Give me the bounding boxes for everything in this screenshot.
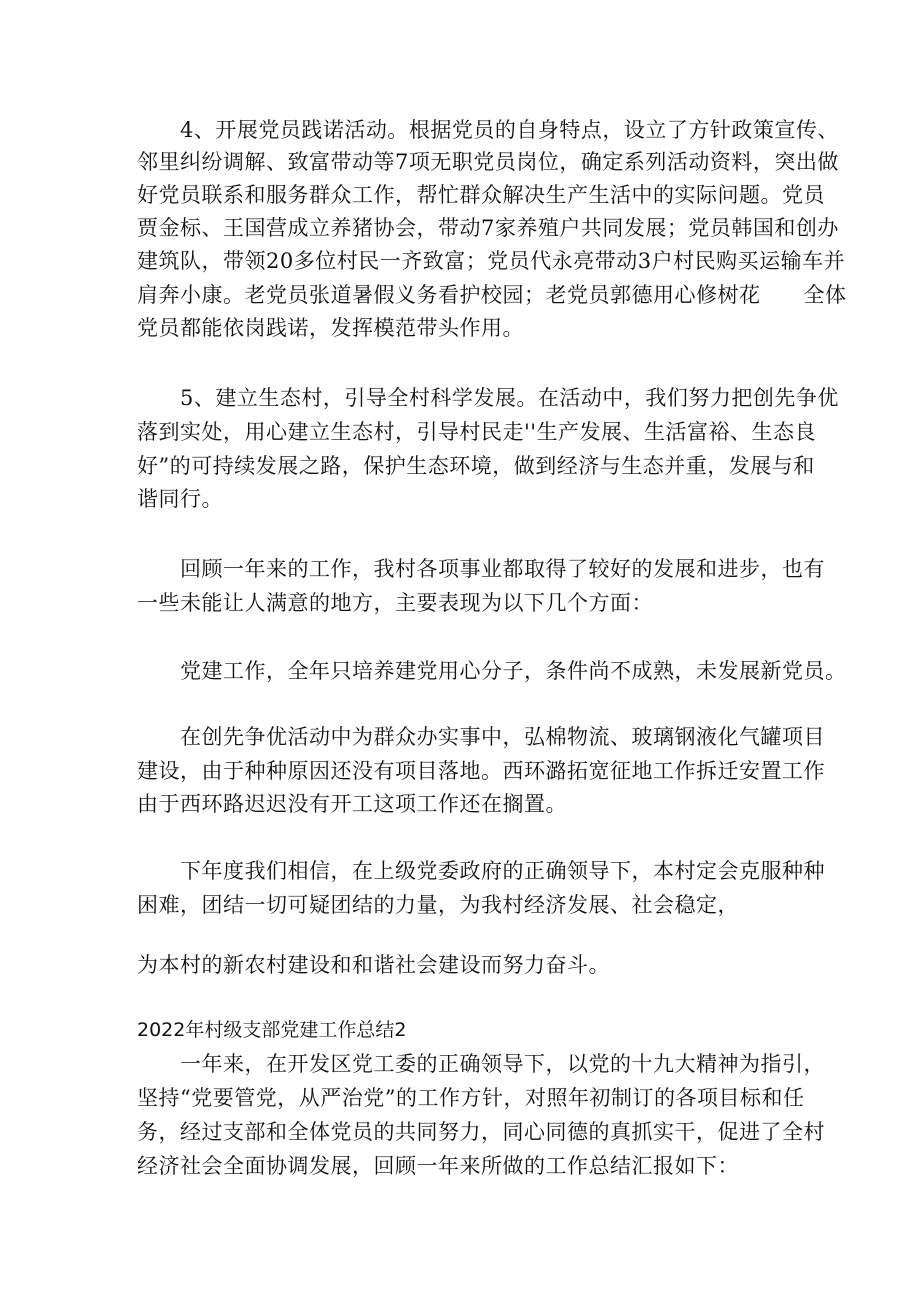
text-line: 坚持“党要管党，从严治党”的工作方针，对照年初制订的各项目标和任 — [137, 1086, 805, 1110]
text-line: 落到实处，用心建立生态村，引导村民走''生产发展、生活富裕、生态良 — [137, 420, 817, 444]
text-line: 由于西环路迟迟没有开工这项工作还在搁置。 — [137, 792, 567, 816]
text-line: 一年来，在开发区党工委的正确领导下，以党的十九大精神为指引， — [180, 1052, 825, 1076]
text-line: 肩奔小康。老党员张道暑假义务看护校园；老党员郭德用心修树花 全体 — [137, 283, 847, 307]
text-line: 务，经过支部和全体党员的共同努力，同心同德的真抓实干，促进了全村 — [137, 1120, 825, 1144]
text-line: 5、建立生态村，引导全村科学发展。在活动中，我们努力把创先争优 — [180, 386, 839, 410]
text-line: 经济社会全面协调发展，回顾一年来所做的工作总结汇报如下： — [137, 1154, 739, 1178]
text-line: 在创先争优活动中为群众办实事中，弘棉物流、玻璃钢液化气罐项目 — [180, 725, 825, 749]
text-line: 邻里纠纷调解、致富带动等7项无职党员岗位，确定系列活动资料，突出做 — [137, 150, 839, 174]
text-line: 一些未能让人满意的地方，主要表现为以下几个方面： — [137, 591, 653, 615]
text-line: 为本村的新农村建设和和谐社会建设而努力奋斗。 — [137, 953, 610, 977]
text-line: 贾金标、王国营成立养猪协会，带动7家养殖户共同发展；党员韩国和创办 — [137, 216, 839, 240]
text-line: 好党员联系和服务群众工作，帮忙群众解决生产生活中的实际问题。党员 — [137, 183, 825, 207]
text-line: 4、开展党员践诺活动。根据党员的自身特点，设立了方针政策宣传、 — [180, 118, 839, 142]
text-line: 谐同行。 — [137, 487, 223, 511]
text-line: 党建工作，全年只培养建党用心分子，条件尚不成熟，未发展新党员。 — [180, 659, 847, 683]
text-line: 建设，由于种种原因还没有项目落地。西环潞拓宽征地工作拆迁安置工作 — [137, 759, 825, 783]
text-line: 好”的可持续发展之路，保护生态环境，做到经济与生态并重，发展与和 — [137, 454, 815, 478]
text-line: 回顾一年来的工作，我村各项事业都取得了较好的发展和进步，也有 — [180, 557, 825, 581]
text-line: 建筑队，带领20多位村民一齐致富；党员代永亮带动3户村民购买运输车并 — [137, 249, 846, 273]
text-line: 困难，团结一切可疑团结的力量，为我村经济发展、社会稳定， — [137, 893, 739, 917]
text-line: 党员都能依岗践诺，发挥模范带头作用。 — [137, 316, 524, 340]
text-line: 下年度我们相信，在上级党委政府的正确领导下，本村定会克服种种 — [180, 859, 825, 883]
section-title: 2022年村级支部党建工作总结2 — [137, 1019, 407, 1041]
